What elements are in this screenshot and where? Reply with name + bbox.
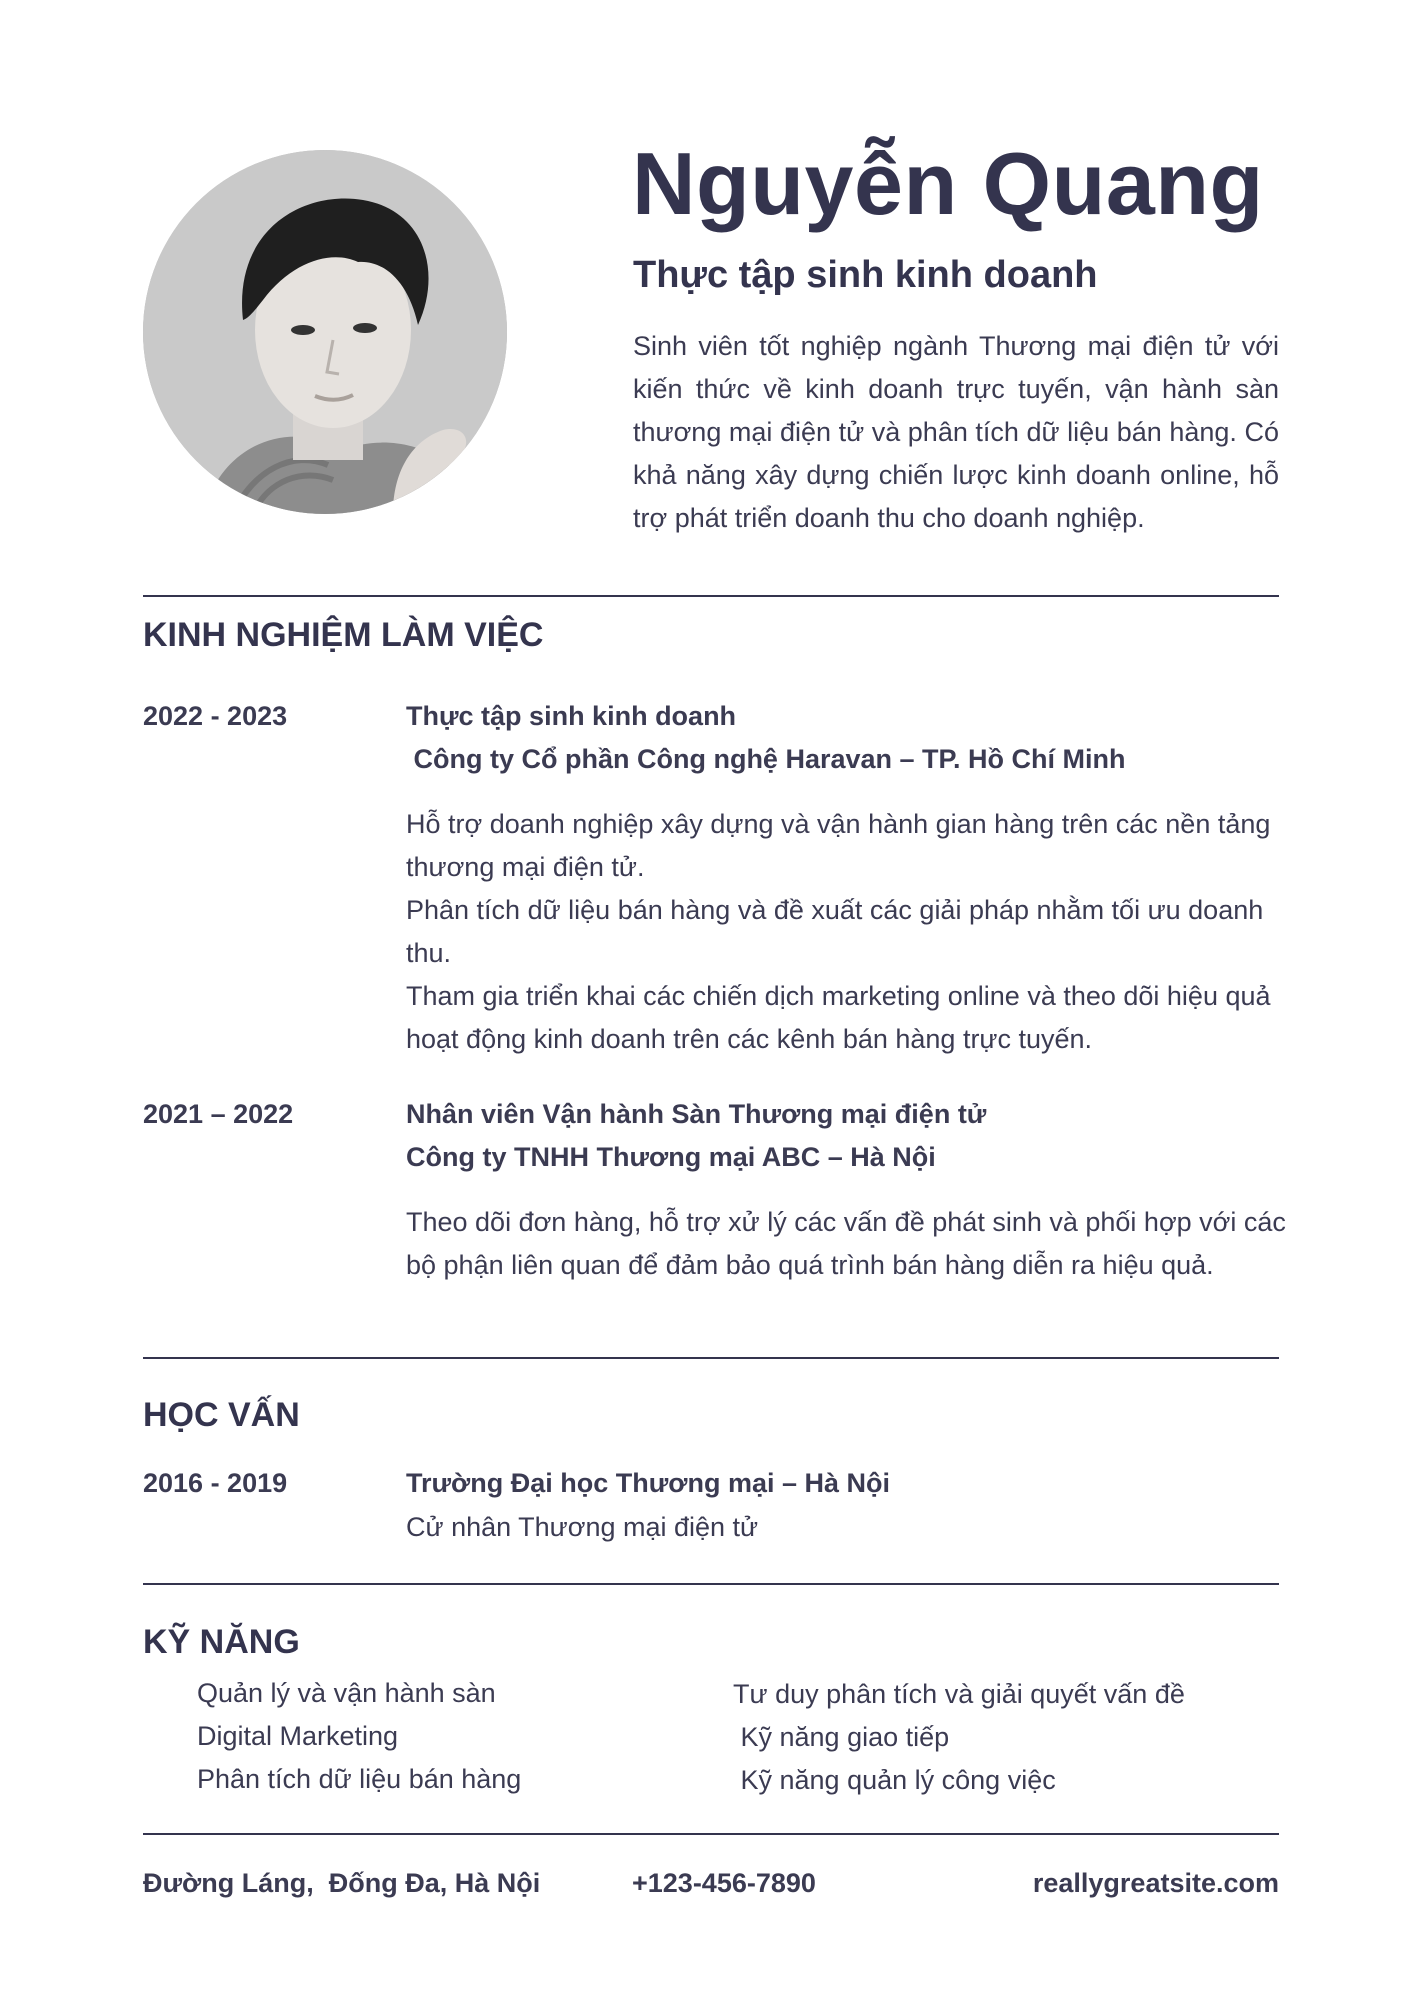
contact-address: Đường Láng, Đống Đa, Hà Nội	[143, 1868, 541, 1898]
job-title: Thực tập sinh kinh doanh	[633, 254, 1098, 296]
experience-details	[406, 1201, 1286, 1287]
experience-period: 2022 - 2023	[143, 701, 288, 731]
profile-summary: Sinh viên tốt nghiệp ngành Thương mại điện tử với kiến thức về kinh doanh trực tuyến, vận hành sàn thương mại điện tử và phân tích dữ liệu bán hàng. Có khả năng xây dựng chiến lược kinh doanh online, hỗ trợ phát triển doanh thu cho doanh nghiệp.	[633, 331, 1279, 533]
skills-list-left	[197, 1672, 521, 1801]
skill-item: Phân tích dữ liệu bán hàng	[197, 1764, 522, 1794]
profile-photo	[143, 150, 507, 514]
skill-item: Quản lý và vận hành sàn	[197, 1678, 496, 1708]
experience-company: Công ty Cổ phần Công nghệ Haravan – TP. Hồ Chí Minh	[406, 744, 1126, 774]
experience-heading: KINH NGHIỆM LÀM VIỆC	[143, 616, 544, 654]
experience-role: Nhân viên Vận hành Sàn Thương mại điện tử	[406, 1099, 987, 1129]
education-heading: HỌC VẤN	[143, 1396, 300, 1434]
experience-role: Thực tập sinh kinh doanh	[406, 701, 737, 731]
education-period: 2016 - 2019	[143, 1468, 288, 1498]
experience-detail: Theo dõi đơn hàng, hỗ trợ xử lý các vấn đề phát sinh và phối hợp với các bộ phận liên quan để đảm bảo quá trình bán hàng diễn ra hiệu quả.	[406, 1207, 1286, 1280]
skill-item: Digital Marketing	[197, 1721, 399, 1751]
experience-detail: Phân tích dữ liệu bán hàng và đề xuất các giải pháp nhằm tối ưu doanh thu.	[406, 895, 1264, 968]
education-school: Trường Đại học Thương mại – Hà Nội	[406, 1468, 891, 1498]
divider	[143, 1583, 1279, 1585]
skill-item: Tư duy phân tích và giải quyết vấn đề	[733, 1679, 1185, 1709]
experience-company: Công ty TNHH Thương mại ABC – Hà Nội	[406, 1142, 936, 1172]
divider	[143, 595, 1279, 597]
experience-details	[406, 803, 1286, 1061]
experience-detail: Hỗ trợ doanh nghiệp xây dựng và vận hành gian hàng trên các nền tảng thương mại điện tử.	[406, 809, 1271, 882]
skills-heading: KỸ NĂNG	[143, 1623, 300, 1661]
experience-detail: Tham gia triển khai các chiến dịch marketing online và theo dõi hiệu quả hoạt động kinh doanh trên các kênh bán hàng trực tuyến.	[406, 981, 1271, 1054]
divider	[143, 1833, 1279, 1835]
skills-list-right	[733, 1673, 1185, 1802]
contact-website[interactable]: reallygreatsite.com	[1032, 1868, 1279, 1898]
skill-item: Kỹ năng giao tiếp	[733, 1722, 950, 1752]
experience-period: 2021 – 2022	[143, 1099, 294, 1129]
candidate-name: Nguyễn Quang	[632, 134, 1264, 233]
divider	[143, 1357, 1279, 1359]
contact-phone: +123-456-7890	[632, 1868, 816, 1898]
education-degree: Cử nhân Thương mại điện tử	[406, 1512, 759, 1542]
skill-item: Kỹ năng quản lý công việc	[733, 1765, 1056, 1795]
